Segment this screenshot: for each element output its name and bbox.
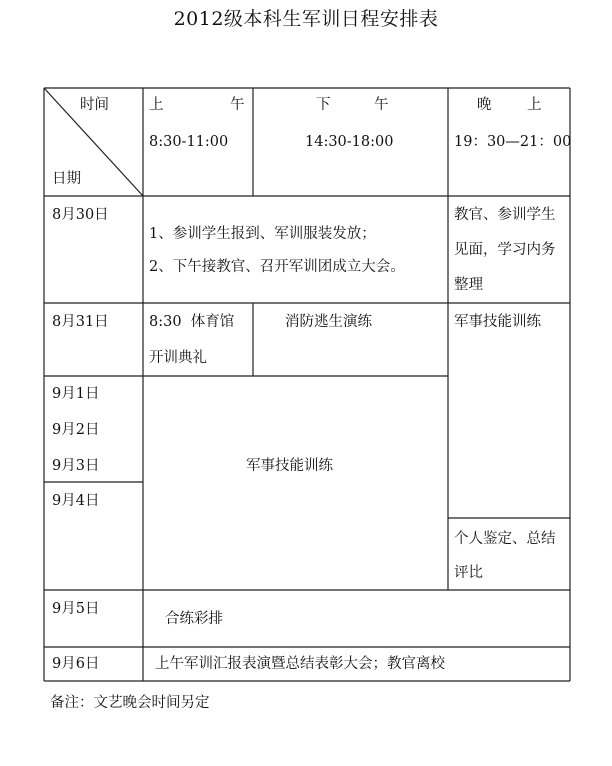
morning-time: 8:30-11:00 <box>149 134 229 150</box>
morning-label-1: 上 <box>149 97 164 113</box>
evening-time: 19：30—21：00 <box>454 134 572 150</box>
date-sep2: 9月2日 <box>52 422 100 438</box>
page-title: 2012级本科生军训日程安排表 <box>173 8 439 30</box>
aug31-morning-line1: 8:30 体育馆 <box>149 314 235 330</box>
afternoon-time: 14:30-18:00 <box>305 134 394 150</box>
aug30-day-line2: 2、下午接教官、召开军训团成立大会。 <box>149 259 405 275</box>
aug30-evening-line3: 整理 <box>454 277 483 293</box>
sep1-4-day: 军事技能训练 <box>246 458 333 474</box>
aug30-evening-line1: 教官、参训学生 <box>454 207 556 223</box>
date-aug30: 8月30日 <box>52 207 109 223</box>
aug30-evening-line2: 见面，学习内务 <box>454 242 556 258</box>
sep6-content: 上午军训汇报表演暨总结表彰大会；教官离校 <box>155 656 445 672</box>
date-sep3: 9月3日 <box>52 458 100 474</box>
morning-label-2: 午 <box>230 97 245 113</box>
afternoon-label-1: 下 <box>316 97 331 113</box>
date-sep6: 9月6日 <box>52 656 100 672</box>
date-sep4: 9月4日 <box>52 493 100 509</box>
sep1-4-evening-line1: 个人鉴定、总结 <box>454 531 556 547</box>
date-sep1: 9月1日 <box>52 386 100 402</box>
evening-label-1: 晚 <box>477 97 492 113</box>
aug31-morning-line2: 开训典礼 <box>149 350 207 366</box>
date-sep5: 9月5日 <box>52 601 100 617</box>
aug31-evening: 军事技能训练 <box>454 314 541 330</box>
sep5-content: 合练彩排 <box>165 611 223 627</box>
aug31-afternoon: 消防逃生演练 <box>285 314 372 330</box>
afternoon-label-2: 午 <box>374 97 389 113</box>
footnote: 备注：文艺晚会时间另定 <box>50 695 210 711</box>
aug30-day-line1: 1、参训学生报到、军训服装发放； <box>149 226 376 242</box>
sep1-4-evening-line2: 评比 <box>454 565 483 581</box>
corner-time-label: 时间 <box>80 97 109 113</box>
date-aug31: 8月31日 <box>52 314 109 330</box>
evening-label-2: 上 <box>527 97 542 113</box>
corner-date-label: 日期 <box>52 171 81 187</box>
